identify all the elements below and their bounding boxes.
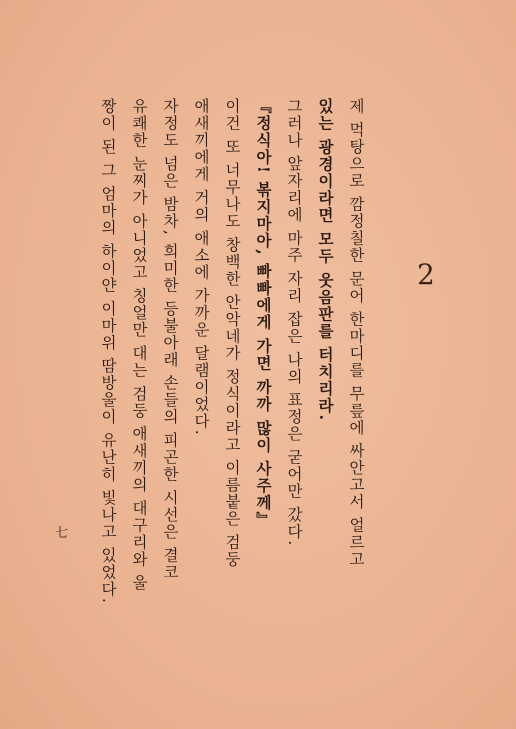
- text-line-8: 유쾌한 눈찌가 아니었고 칭얼만 대는 검둥 애새끼의 대구리와 울: [130, 98, 148, 592]
- text-line-9: 짱이 된 그 엄마의 하이얀 이마위 땀방울이 유난히 빛나고 있었다.: [99, 98, 117, 605]
- text-line-2: 있는 광경이라면 모두 웃음판를 터치리라.: [316, 98, 335, 422]
- text-line-1: 제 먹탕으로 깜정칠한 문어 한마디를 무릎에 싸안고서 얼르고: [347, 98, 365, 568]
- text-line-6: 애새끼에게 거의 애소에 가까운 달램이었다.: [192, 98, 210, 437]
- text-line-3: 그러나 앞자리에 마주 자리 잡은 나의 표정은 굳어만 갔다.: [285, 98, 303, 547]
- chapter-number: 2: [417, 258, 435, 291]
- vertical-text-block: [96, 98, 368, 604]
- page-number: 七: [55, 526, 69, 541]
- text-line-5: 이건 또 너무나도 창백한 안악네가 정식이라고 이름붙은 검둥: [223, 98, 241, 568]
- text-line-7: 자정도 넘은 밤차, 희미한 등불아래 손들의 피곤한 시선은 결코: [161, 98, 179, 581]
- text-line-4: 『정식아! 볶지마아, 빠빠에게 가면 까까 많이 사주께』: [254, 98, 273, 529]
